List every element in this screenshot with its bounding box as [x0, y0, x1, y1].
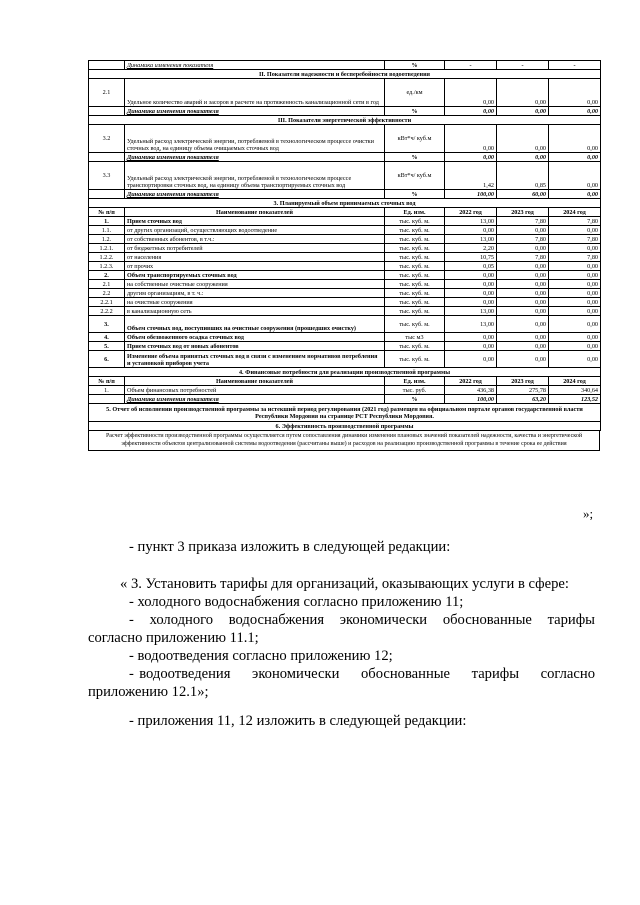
cell-v1: 0,00: [445, 289, 497, 298]
cell-unit: тыс. куб. м.: [385, 244, 445, 253]
cell-v1: 10,75: [445, 253, 497, 262]
cell-v3: 7,80: [549, 217, 601, 226]
table-row: [89, 253, 601, 262]
cell-name: Объем обезвоженного осадка сточных вод: [125, 333, 385, 342]
cell-unit: тыс. куб. м.: [385, 289, 445, 298]
table-row: [89, 342, 601, 351]
dynamics-row: Динамика изменения показателя % 0,00 0,00 0,00: [89, 153, 601, 162]
cell-v1: 0,00: [445, 342, 497, 351]
cell-v1: 0,00: [445, 333, 497, 342]
cell-v3: 0,00: [549, 244, 601, 253]
cell-no: 1.2.1.: [89, 244, 125, 253]
cell-name: от собственных абонентов, в т.ч.:: [125, 235, 385, 244]
volume-table-body: [89, 217, 601, 368]
cell-unit: тыс. куб. м.: [385, 217, 445, 226]
cell-v1: 0,00: [445, 271, 497, 280]
section-heading: 4. Финансовые потребности для реализации производственной программы: [89, 368, 601, 377]
cell-unit: тыс. куб. м.: [385, 351, 445, 368]
cell-name: на собственные очистные сооружения: [125, 280, 385, 289]
cell-v3: 0,00: [549, 351, 601, 368]
table-header-row: № п/п Наименование показателей Ед. изм. 2022 год 2023 год 2024 год: [89, 377, 601, 386]
indicator-row: 2.1 Удельное количество аварий и засоров в расчете на протяженность канализационной сети в год ед./км 0,00 0,00 0,00: [89, 79, 601, 107]
cell-unit: тыс. куб. м.: [385, 235, 445, 244]
cell-name: на очистные сооружения: [125, 298, 385, 307]
paragraph: - холодного водоснабжения согласно приложению 11;: [129, 594, 464, 610]
cell-v2: 0,00: [497, 316, 549, 333]
paragraph: « 3. Установить тарифы для организаций, оказывающих услуги в сфере:: [120, 576, 569, 592]
cell-no: 1.2.3.: [89, 262, 125, 271]
table-row: [89, 307, 601, 316]
cell-name: от бюджетных потребителей: [125, 244, 385, 253]
table-row: [89, 289, 601, 298]
dynamics-row: Динамика изменения показателя % - - -: [89, 61, 601, 70]
paragraph: - пункт 3 приказа изложить в следующей редакции:: [129, 539, 451, 555]
section-heading: 6. Эффективность производственной программы: [89, 422, 601, 431]
cell-unit: тыс. куб. м.: [385, 316, 445, 333]
cell-unit: тыс. куб. м.: [385, 280, 445, 289]
section-heading: 3. Планируемый объем принимаемых сточных вод: [89, 199, 601, 208]
cell-unit: тыс. куб. м.: [385, 298, 445, 307]
cell-v2: 0,00: [497, 342, 549, 351]
paragraph: - приложения 11, 12 изложить в следующей редакции:: [129, 713, 467, 729]
cell-v3: 0,00: [549, 280, 601, 289]
cell-v2: 0,00: [497, 280, 549, 289]
cell-v2: 0,00: [497, 307, 549, 316]
cell-name: от других организаций, осуществляющих водоотведение: [125, 226, 385, 235]
cell-no: 3.: [89, 316, 125, 333]
cell-name: от населения: [125, 253, 385, 262]
table-row: [89, 280, 601, 289]
paragraph: - холодного водоснабжения экономически обоснованные тарифы: [129, 612, 595, 628]
cell-v1: 13,00: [445, 235, 497, 244]
cell-v3: 0,00: [549, 342, 601, 351]
table-row: [89, 262, 601, 271]
cell-unit: тыс. куб. м.: [385, 342, 445, 351]
cell-no: 2.: [89, 271, 125, 280]
paragraph: приложению 12.1»;: [88, 684, 209, 700]
section-heading: II. Показатели надежности и бесперебойности водоотведения: [89, 70, 601, 79]
table-row: [89, 316, 601, 333]
cell-v3: 0,00: [549, 333, 601, 342]
cell-no: 1.2.2.: [89, 253, 125, 262]
cell-no: 4.: [89, 333, 125, 342]
cell-no: 1.1.: [89, 226, 125, 235]
cell-name: от прочих: [125, 262, 385, 271]
section-heading: III. Показатели энергетической эффективности: [89, 116, 601, 125]
cell-unit: тыс. куб. м.: [385, 226, 445, 235]
cell-no: 1.: [89, 217, 125, 226]
cell-no: 2.2.2: [89, 307, 125, 316]
cell-v2: 0,00: [497, 289, 549, 298]
cell-no: 1.2.: [89, 235, 125, 244]
cell-v3: 7,80: [549, 235, 601, 244]
cell-v3: 0,00: [549, 289, 601, 298]
table-row: [89, 333, 601, 342]
program-tables: [88, 60, 600, 451]
cell-v3: 0,00: [549, 226, 601, 235]
cell-unit: тыс м3: [385, 333, 445, 342]
cell-name: другим организациям, в т. ч.:: [125, 289, 385, 298]
indicator-row: 3.2 Удельный расход электрической энергии, потребляемой в технологическом процессе очистки сточных вод, на единицу объема очищаемых сточных вод кВт*ч/ куб.м 0,00 0,00 0,00: [89, 125, 601, 153]
table-header-row: № п/п Наименование показателей Ед. изм. 2022 год 2023 год 2024 год: [89, 208, 601, 217]
cell-no: 5.: [89, 342, 125, 351]
cell-no: 6.: [89, 351, 125, 368]
report-row: 5. Отчет об исполнении производственной программы за истекший период регулирования (2021 год) размещен на официальном портале органов государственной власти Республики Мордовия на странице РСТ Республики Мордовия.: [89, 404, 601, 422]
paragraph: - водоотведения согласно приложению 12;: [129, 648, 393, 664]
cell-name: Изменение объема принятых сточных вод в связи с изменением нормативов потребления и установкой приборов учета: [125, 351, 385, 368]
cell-v1: 13,00: [445, 217, 497, 226]
cell-name: в канализационную сеть: [125, 307, 385, 316]
cell-name: Объем сточных вод, поступивших на очистные сооружения (прошедших очистку): [125, 316, 385, 333]
cell-v2: 0,00: [497, 226, 549, 235]
dynamics-row: Динамика изменения показателя % 100,00 63,20 123,52: [89, 395, 601, 404]
cell-v3: 0,00: [549, 307, 601, 316]
cell-unit: тыс. куб. м.: [385, 307, 445, 316]
table-row: [89, 298, 601, 307]
cell-name: Прием сточных вод от новых абонентов: [125, 342, 385, 351]
cell-name: Объем транспортируемых сточных вод: [125, 271, 385, 280]
cell-v3: 0,00: [549, 271, 601, 280]
paragraph: согласно приложению 11.1;: [88, 630, 259, 646]
table-row: [89, 226, 601, 235]
cell-v2: 0,00: [497, 351, 549, 368]
cell-no: 2.1: [89, 280, 125, 289]
cell-v2: 0,00: [497, 298, 549, 307]
cell-v1: 0,00: [445, 226, 497, 235]
cell-no: 2.2.1: [89, 298, 125, 307]
cell-v3: 0,00: [549, 316, 601, 333]
cell-v3: 7,80: [549, 253, 601, 262]
dynamics-row: Динамика изменения показателя % 100,00 60,00 0,00: [89, 190, 601, 199]
table-row: [89, 351, 601, 368]
cell-v1: 0,05: [445, 262, 497, 271]
cell-v2: 0,00: [497, 244, 549, 253]
cell-v1: 0,00: [445, 298, 497, 307]
table-row: [89, 271, 601, 280]
cell-v3: 0,00: [549, 298, 601, 307]
table-row: 1. Объем финансовых потребностей тыс. руб. 436,38 275,78 340,64: [89, 386, 601, 395]
cell-v1: 13,00: [445, 316, 497, 333]
cell-unit: тыс. куб. м.: [385, 262, 445, 271]
table-row: [89, 244, 601, 253]
cell-unit: тыс. куб. м.: [385, 253, 445, 262]
cell-v1: 0,00: [445, 280, 497, 289]
cell-v1: 13,00: [445, 307, 497, 316]
paragraph: - водоотведения экономически обоснованные тарифы согласно: [129, 666, 595, 682]
efficiency-text: Расчет эффективности производственной программы осуществляется путем сопоставления динамики изменения плановых значений показателей надежности, качества и энергетической эффективности объектов централизованной системы водоотведения (рассчитаны выше) и расходов на реализацию производственной программы в течение срока ее действия: [88, 431, 600, 451]
cell-v2: 0,00: [497, 262, 549, 271]
indicators-table: [88, 60, 601, 431]
cell-v2: 0,00: [497, 271, 549, 280]
cell-v2: 7,80: [497, 217, 549, 226]
cell-v3: 0,00: [549, 262, 601, 271]
dynamics-row: Динамика изменения показателя % 0,00 0,00 0,00: [89, 107, 601, 116]
table-row: [89, 235, 601, 244]
cell-v2: 0,00: [497, 333, 549, 342]
indicator-row: 3.3 Удельный расход электрической энергии, потребляемой в технологическом процессе транспортировки сточных вод, на единицу объема транспортируемых сточных вод кВт*ч/ куб.м 1,42 0,85 0,00: [89, 162, 601, 190]
table-row: [89, 217, 601, 226]
cell-v2: 7,80: [497, 235, 549, 244]
cell-unit: тыс. куб. м.: [385, 271, 445, 280]
closing-quote: »;: [583, 506, 594, 521]
cell-v1: 0,00: [445, 351, 497, 368]
cell-v1: 2,20: [445, 244, 497, 253]
cell-v2: 7,80: [497, 253, 549, 262]
cell-no: 2.2: [89, 289, 125, 298]
cell-name: Прием сточных вод: [125, 217, 385, 226]
